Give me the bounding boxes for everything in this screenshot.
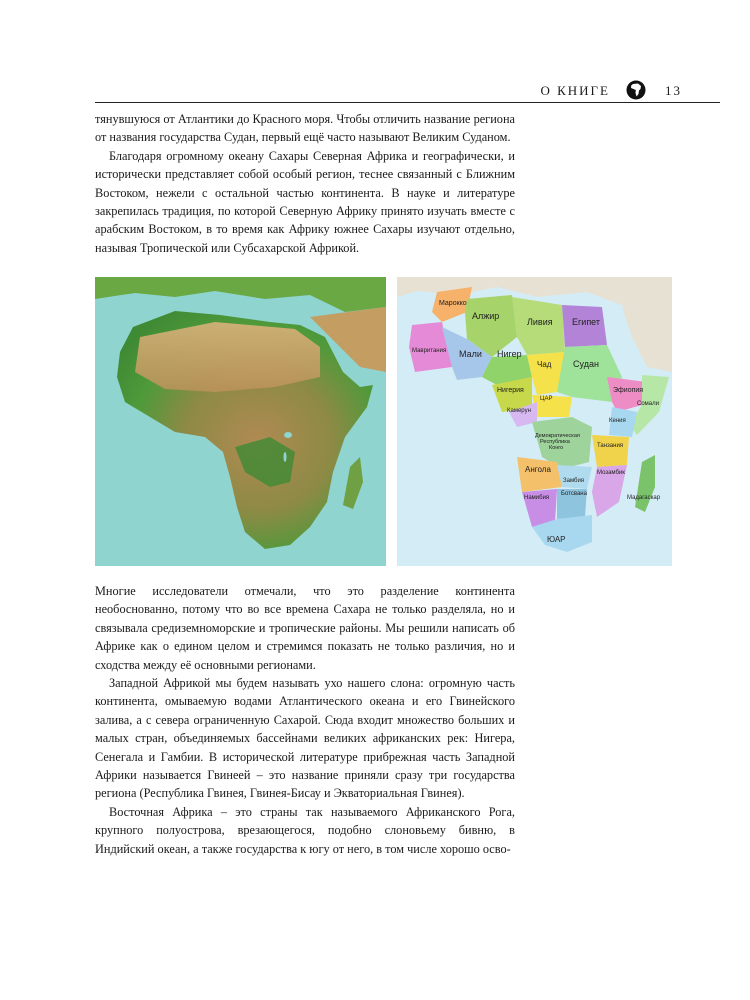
label-algeria: Алжир: [472, 311, 500, 321]
label-madagascar: Мадагаскар: [627, 495, 661, 501]
paragraph: Западной Африкой мы будем называть ухо нашего слона: огромную часть континента, омываемую водами Атлантического океана и его Гвинейского залива, а с севера ограниченную Сахарой. Сюда входит множество больших и малых стран, объединяемых бассейнами великих африканских рек: Нигера, Сенегала и Гамбии. В исторической литературе прибрежная часть Западной Африки называется Гвинеей – это название приняли сразу три государства региона (Республика Гвинея, Гвинея-Бисау и Экваториальная Гвинея).: [95, 676, 515, 801]
section-title: О КНИГЕ: [540, 83, 610, 98]
label-drc-3: Конго: [549, 445, 564, 451]
label-niger: Нигер: [497, 349, 522, 359]
maps-figure: [95, 277, 672, 566]
label-sudan: Судан: [573, 359, 599, 369]
label-car: ЦАР: [540, 396, 553, 402]
body-text-top: [95, 110, 515, 257]
label-morocco: Марокко: [439, 300, 467, 307]
physical-map: [95, 277, 386, 566]
label-cameroon: Камерун: [507, 408, 531, 414]
label-somalia: Сомали: [637, 401, 659, 407]
label-egypt: Египет: [572, 317, 601, 327]
label-mozambique: Мозамбик: [597, 470, 625, 476]
label-chad: Чад: [537, 360, 552, 369]
political-map: [397, 277, 672, 566]
body-text-bottom: [95, 582, 515, 858]
label-drc-1: Демократическая: [535, 433, 580, 439]
label-angola: Ангола: [525, 465, 551, 474]
label-botswana: Ботсвана: [561, 491, 587, 497]
country-zambia: [557, 465, 592, 489]
running-header: [95, 82, 720, 103]
label-tanzania: Танзания: [597, 443, 624, 449]
label-ethiopia: Эфиопия: [613, 387, 644, 394]
paragraph: Благодаря огромному океану Сахары Северная Африка и географически, и исторически представляет собой особый регион, теснее связанный с Ближним Востоком, нежели с остальной частью континента. В науке и литературе закрепилась традиция, по которой Северную Африку принято изучать вместе с арабским Востоком, в то время как Африку южнее Сахары изучают отдельно, называя Тропической или Субсахарской Африкой.: [95, 148, 515, 255]
label-zambia: Замбия: [563, 478, 585, 484]
label-nigeria: Нигерия: [497, 387, 524, 394]
label-drc-2: Республика: [540, 439, 570, 445]
label-south-africa: ЮАР: [547, 535, 566, 544]
label-mali: Мали: [459, 349, 482, 359]
paragraph: Восточная Африка – это страны так называемого Африканского Рога, крупного полуострова, врезающегося, подобно слоновьему бивню, в Индийский океан, а также государства к югу от него, в том числе хорошо осво-: [95, 804, 515, 856]
label-kenya: Кения: [609, 418, 626, 424]
country-tanzania: [592, 435, 629, 467]
country-angola: [517, 457, 562, 492]
paragraph: Многие исследователи отмечали, что это разделение континента необоснованно, потому что во все времена Сахара не только разделяла, но и связывала средиземноморские и тропические районы. Мы решили написать об Африке как о едином целом и стремимся показать не только различия, но и сходства между её основными регионами.: [95, 584, 515, 672]
label-libya: Ливия: [527, 317, 553, 327]
label-mauritania: Мавритания: [412, 348, 447, 354]
paragraph: тянувшуюся от Атлантики до Красного моря. Чтобы отличить название региона от названия государства Судан, первый ещё часто называют Великим Суданом.: [95, 112, 515, 145]
label-namibia: Намибия: [524, 495, 550, 501]
africa-globe-icon: [626, 80, 646, 100]
page-number: 13: [665, 83, 682, 98]
